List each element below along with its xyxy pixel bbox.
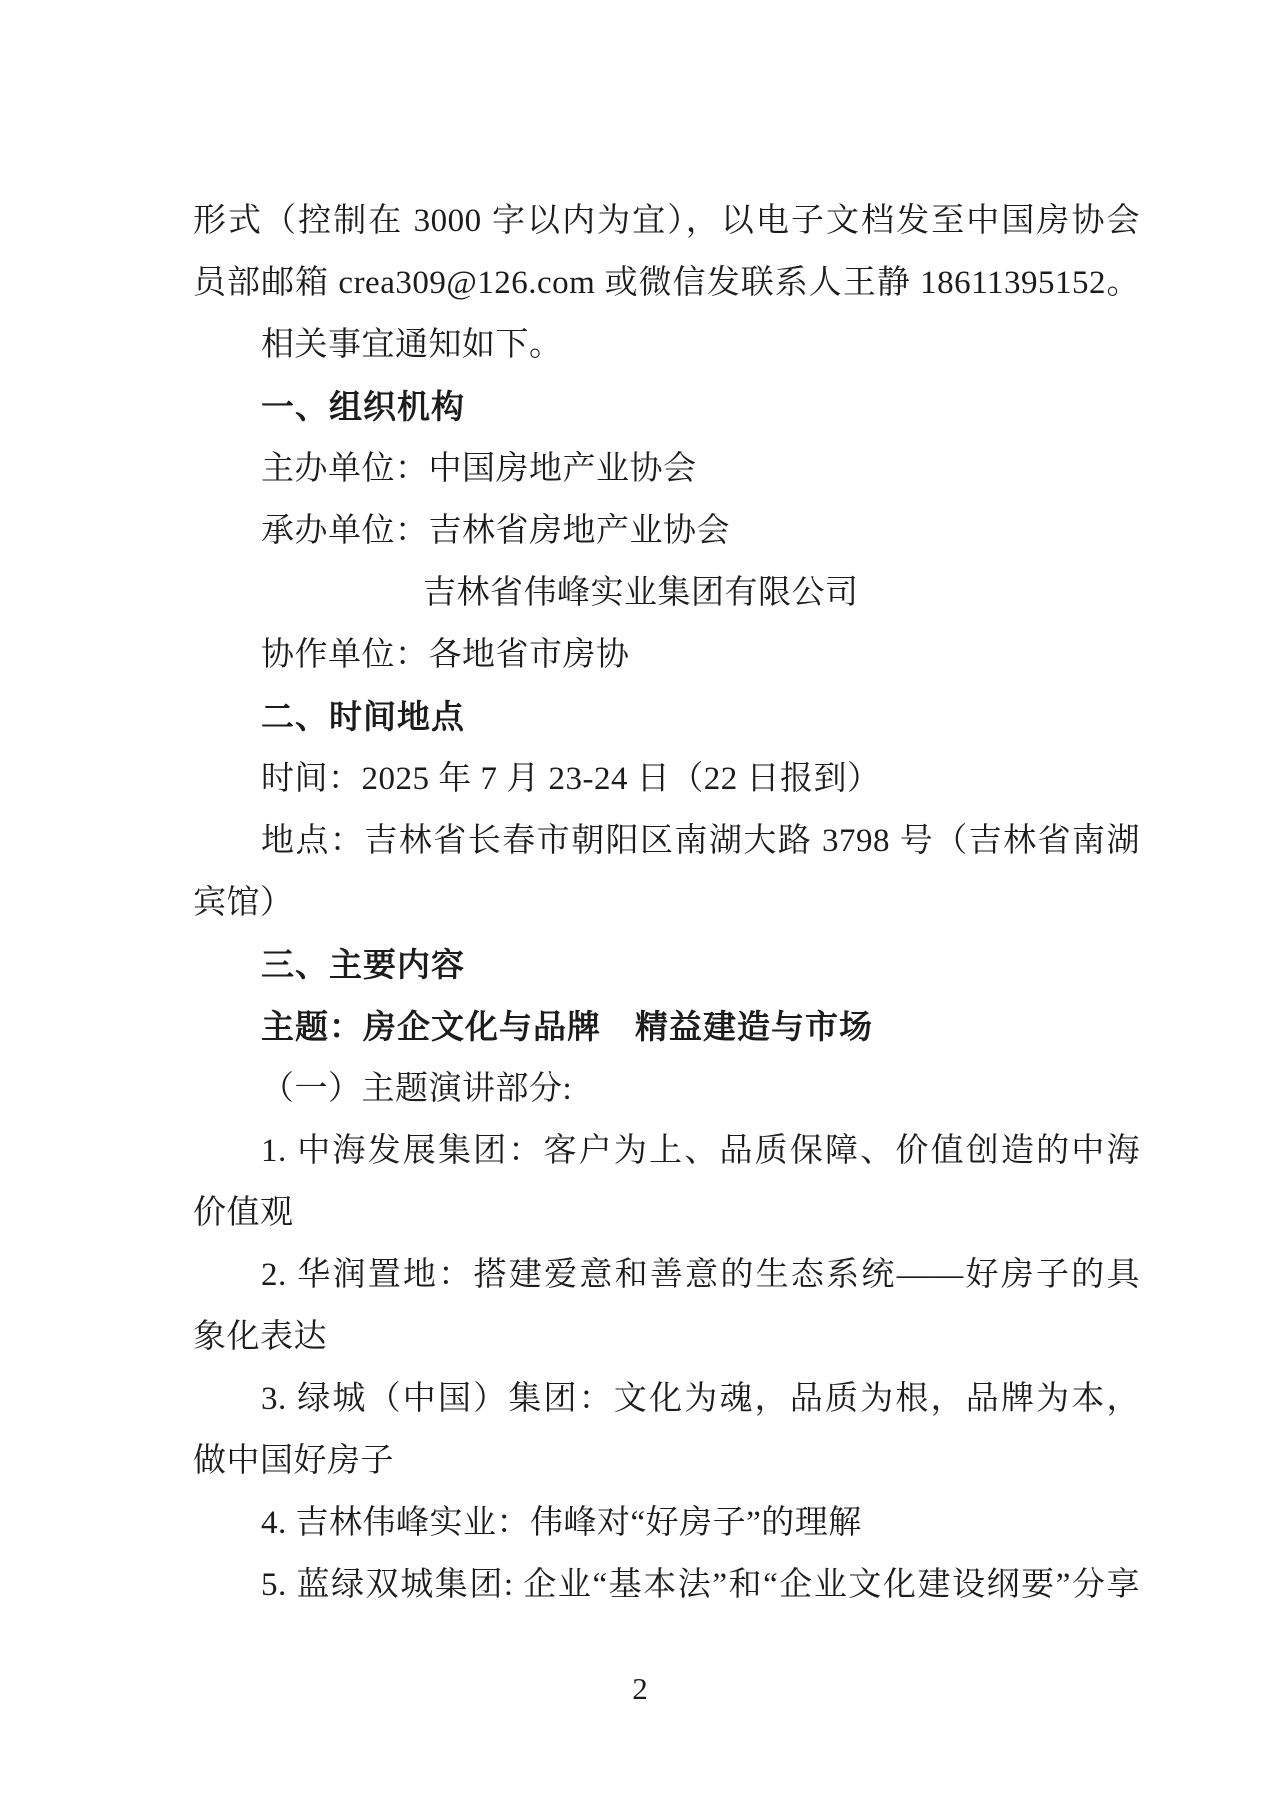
doc-line: 二、时间地点 <box>261 698 465 735</box>
doc-line: 3. 绿城（中国）集团：文化为魂，品质为根，品牌为本， <box>261 1381 1140 1417</box>
doc-line: 象化表达 <box>193 1319 327 1355</box>
doc-line: 5. 蓝绿双城集团: 企业“基本法”和“企业文化建设纲要”分享 <box>261 1567 1140 1603</box>
doc-line: 协作单位：各地省市房协 <box>261 637 630 673</box>
page-number: 2 <box>632 1671 648 1706</box>
doc-line: 主题：房企文化与品牌 精益建造与市场 <box>261 1008 873 1045</box>
doc-line: 吉林省伟峰实业集团有限公司 <box>423 575 859 611</box>
doc-line: 4. 吉林伟峰实业：伟峰对“好房子”的理解 <box>261 1505 862 1541</box>
doc-line: 一、组织机构 <box>261 388 465 425</box>
doc-line: 三、主要内容 <box>261 946 465 983</box>
doc-line: 宾馆） <box>193 885 294 921</box>
document-body <box>193 190 1140 1616</box>
doc-line: 员部邮箱 crea309@126.com 或微信发联系人王静 18611395152。 <box>193 265 1140 301</box>
doc-line: 相关事宜通知如下。 <box>261 327 563 363</box>
doc-line: 地点：吉林省长春市朝阳区南湖大路 3798 号（吉林省南湖 <box>261 823 1140 859</box>
doc-line: 承办单位：吉林省房地产业协会 <box>261 513 730 549</box>
doc-line: 时间：2025 年 7 月 23-24 日（22 日报到） <box>261 761 881 797</box>
doc-line: 价值观 <box>193 1195 294 1231</box>
doc-line: 2. 华润置地：搭建爱意和善意的生态系统——好房子的具 <box>261 1257 1140 1293</box>
doc-line: 1. 中海发展集团：客户为上、品质保障、价值创造的中海 <box>261 1133 1140 1169</box>
doc-line: 主办单位：中国房地产业协会 <box>261 451 697 487</box>
doc-line: 做中国好房子 <box>193 1443 394 1479</box>
doc-line: （一）主题演讲部分: <box>261 1071 573 1107</box>
doc-line: 形式（控制在 3000 字以内为宜），以电子文档发至中国房协会 <box>193 203 1140 239</box>
